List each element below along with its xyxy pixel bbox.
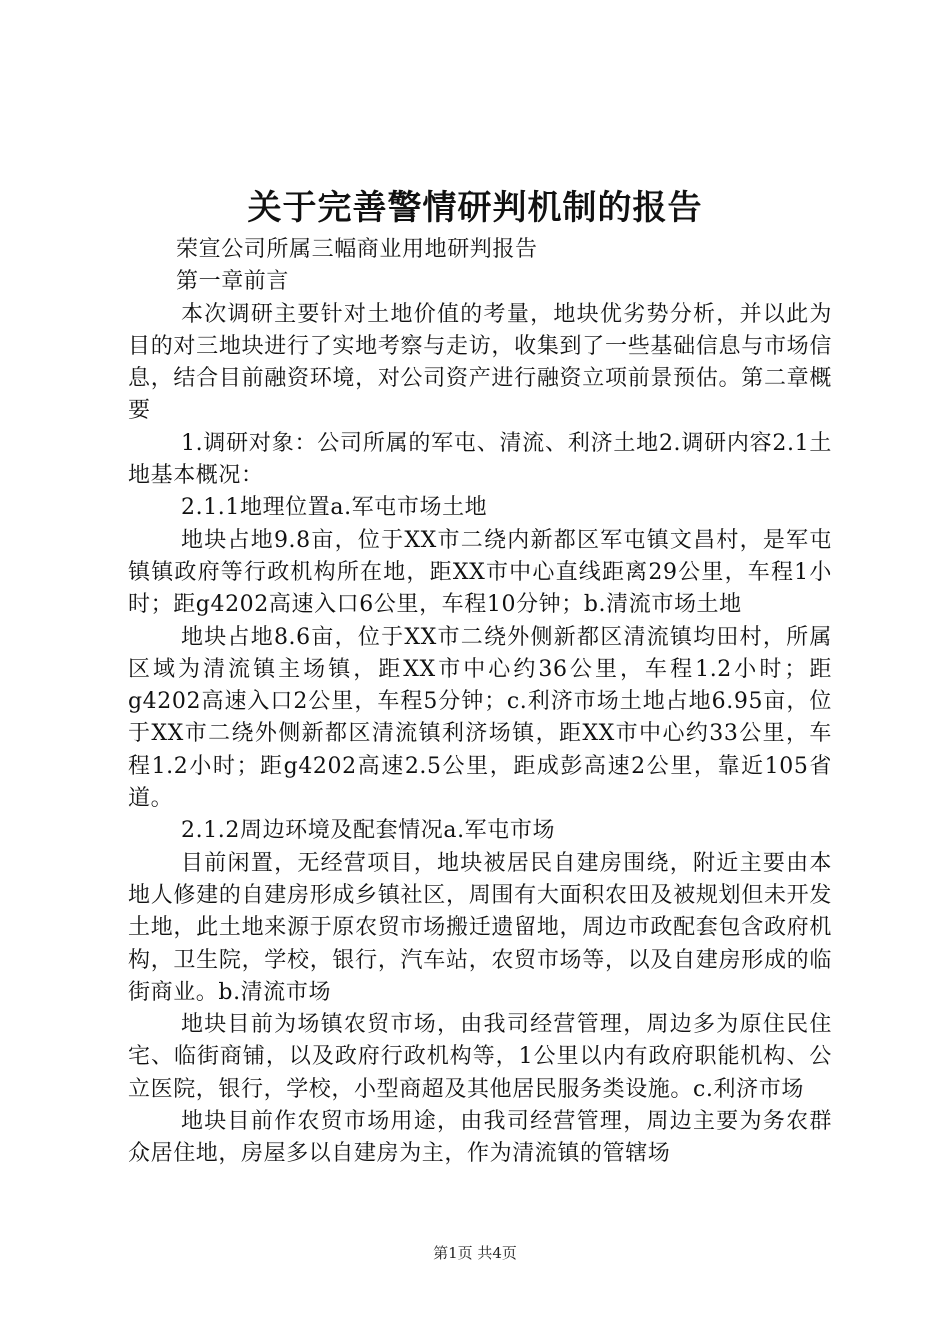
paragraph: 地块占地8.6亩，位于XX市二绕外侧新都区清流镇均田村，所属区域为清流镇主场镇，距XX市中心约36公里，车程1.2小时；距g4202高速入口2公里，车程5分钟；c.利济市场土地占地6.95亩，位于XX市二绕外侧新都区清流镇利济场镇，距XX市中心约33公里，车程1.2小时；距g4202高速2.5公里，距成彭高速2公里，靠近105省道。 — [128, 624, 832, 812]
page-footer: 第1页 共4页 — [433, 1244, 517, 1262]
paragraph-section-heading: 2.1.2周边环境及配套情况a.军屯市场 — [181, 818, 556, 844]
paragraph: 目前闲置，无经营项目，地块被居民自建房围绕，附近主要由本地人修建的自建房形成乡镇社区，周围有大面积农田及被规划但未开发土地，此土地来源于原农贸市场搬迁遗留地，周边市政配套包含政府机构，卫生院，学校，银行，汽车站，农贸市场等，以及自建房形成的临街商业。b.清流市场 — [128, 850, 832, 1005]
paragraph: 本次调研主要针对土地价值的考量，地块优劣势分析，并以此为目的对三地块进行了实地考察与走访，收集到了一些基础信息与市场信息，结合目前融资环境，对公司资产进行融资立项前景预估。第二章概要 — [128, 301, 832, 424]
paragraph-section-heading: 2.1.1地理位置a.军屯市场土地 — [181, 495, 488, 521]
document-body — [128, 234, 832, 1171]
paragraph-subtitle: 荣宣公司所属三幅商业用地研判报告 — [176, 237, 538, 262]
paragraph: 地块目前作农贸市场用途，由我司经营管理，周边主要为务农群众居住地，房屋多以自建房为主，作为清流镇的管辖场 — [128, 1109, 832, 1167]
paragraph: 地块目前为场镇农贸市场，由我司经营管理，周边多为原住民住宅、临街商铺，以及政府行政机构等，1公里以内有政府职能机构、公立医院，银行，学校，小型商超及其他居民服务类设施。c.利济市场 — [128, 1012, 832, 1102]
paragraph-chapter-heading: 第一章前言 — [176, 269, 290, 295]
document-title: 关于完善警情研判机制的报告 — [247, 188, 703, 228]
paragraph: 1.调研对象：公司所属的军屯、清流、利济土地2.调研内容2.1土地基本概况： — [128, 430, 832, 489]
paragraph: 地块占地9.8亩，位于XX市二绕内新都区军屯镇文昌村，是军屯镇镇政府等行政机构所在地，距XX市中心直线距离29公里，车程1小时；距g4202高速入口6公里，车程10分钟；b.清流市场土地 — [128, 527, 832, 618]
